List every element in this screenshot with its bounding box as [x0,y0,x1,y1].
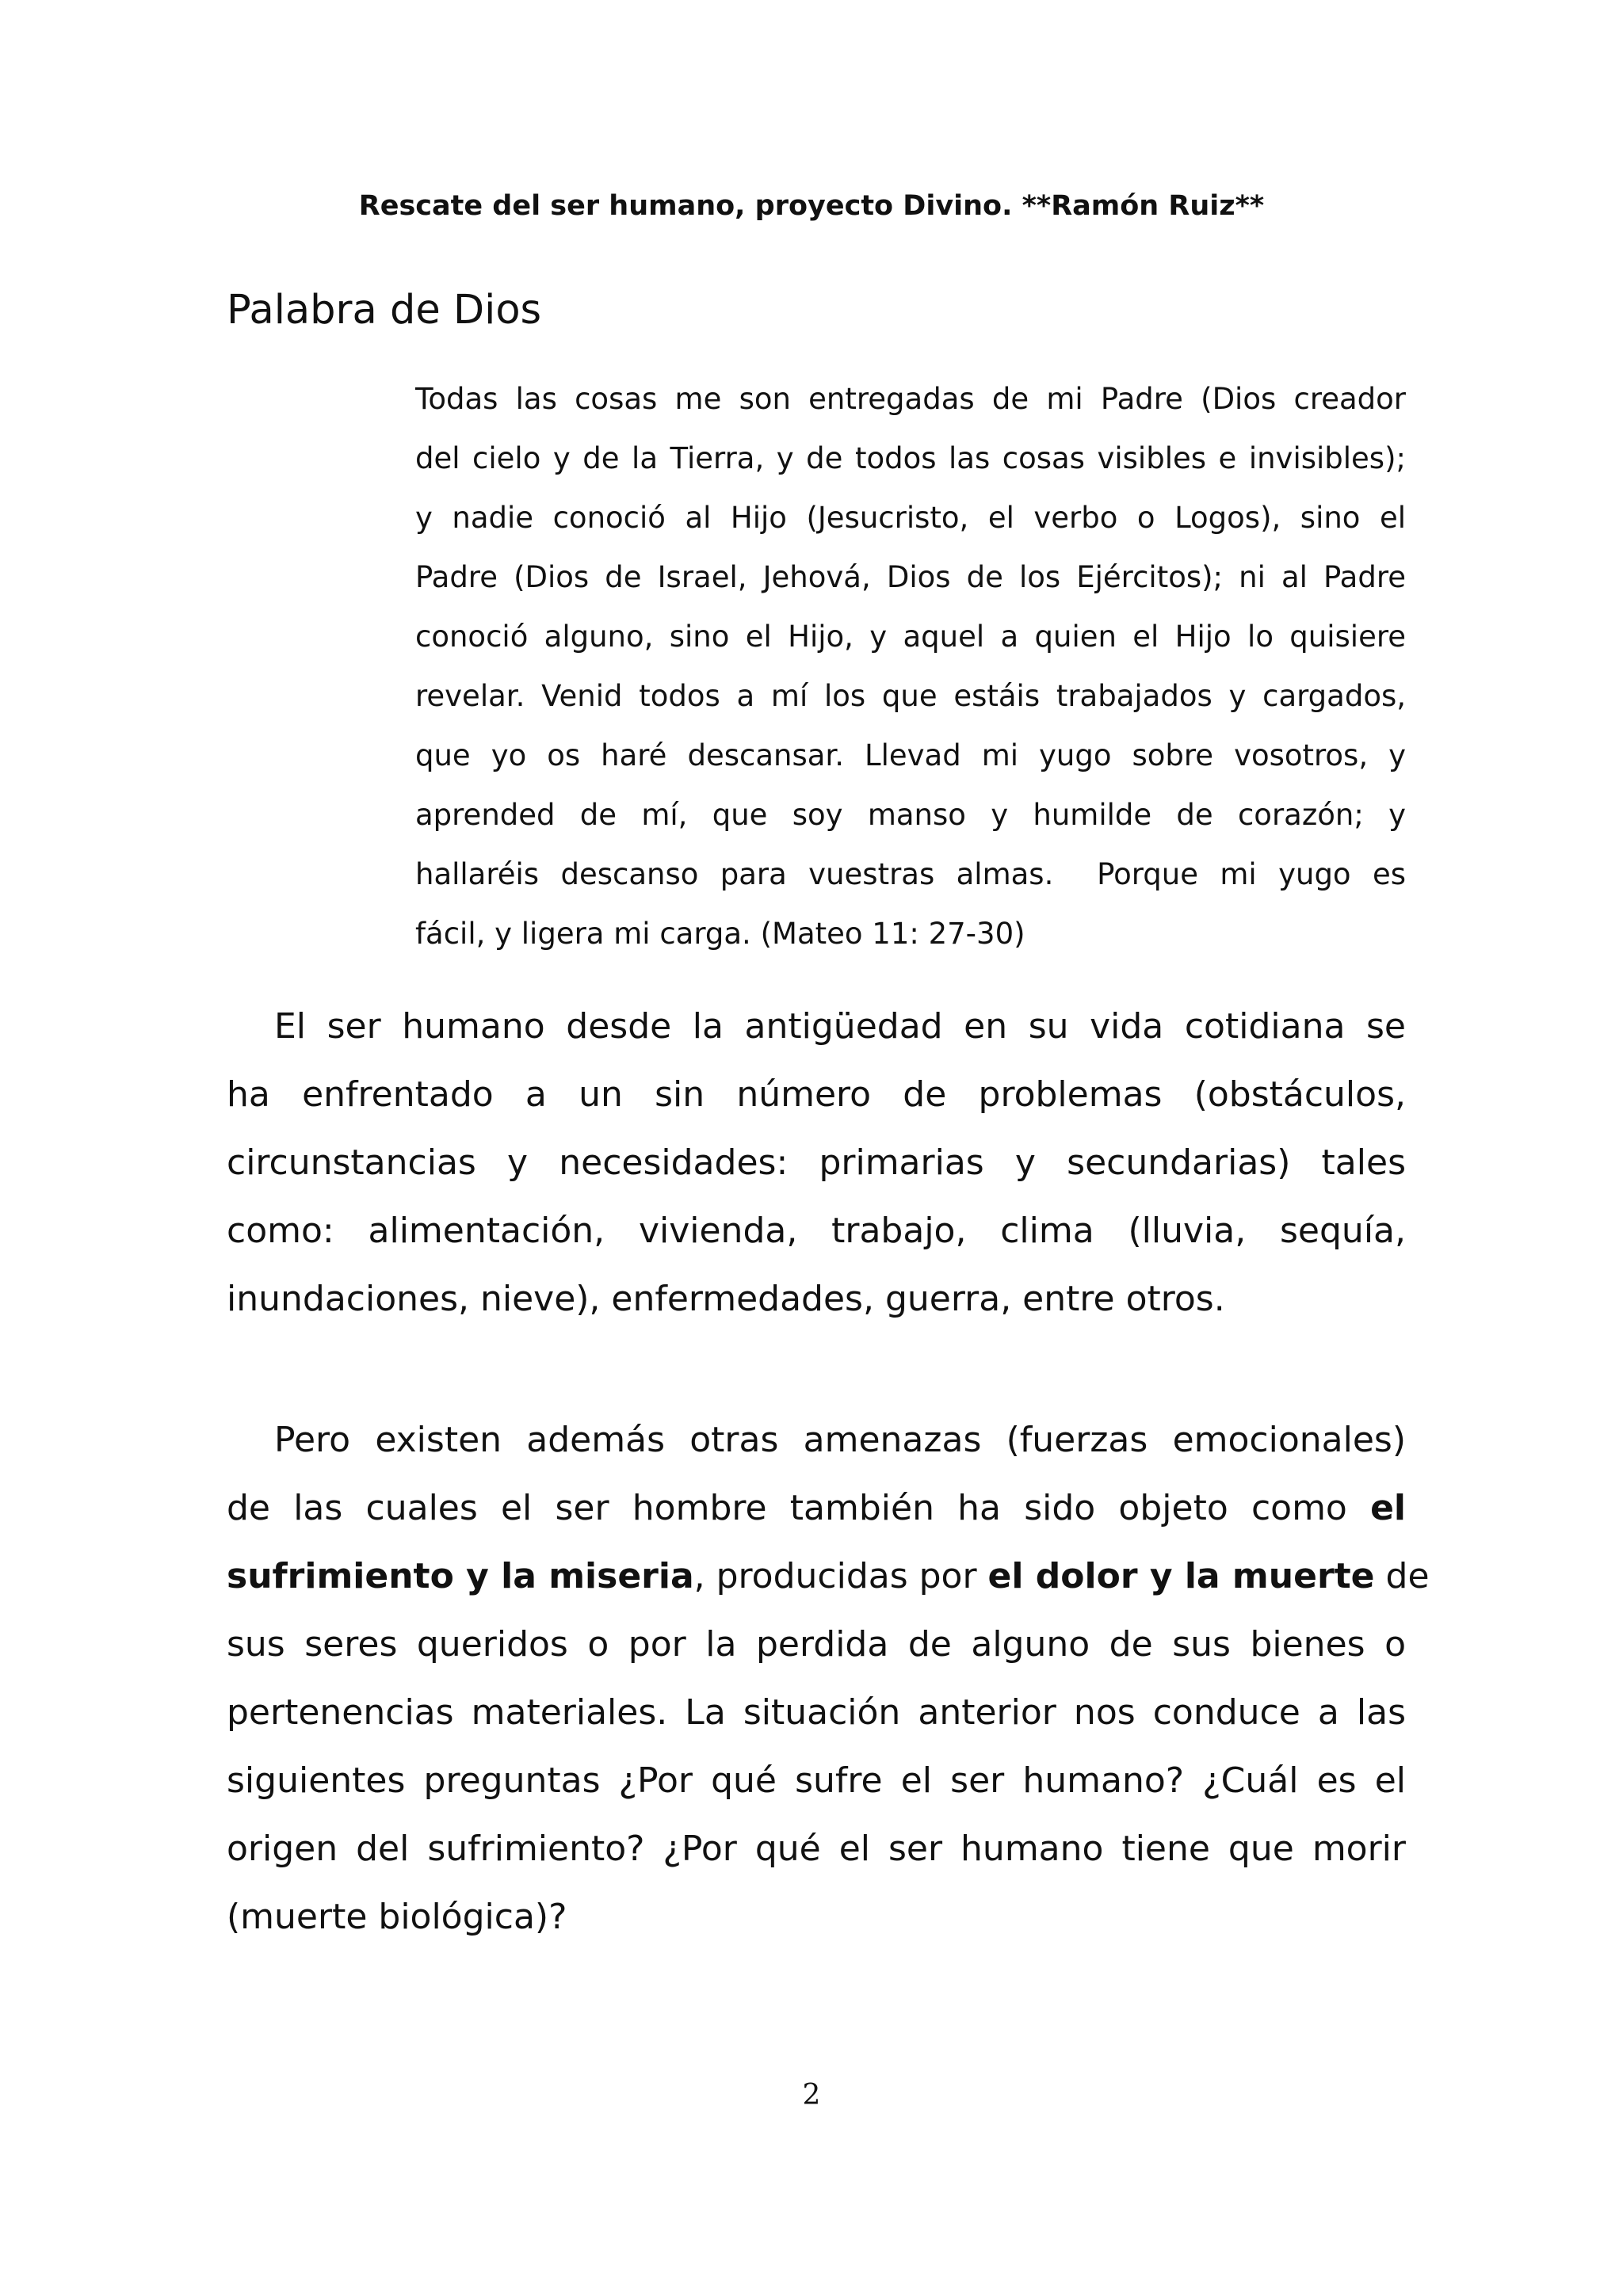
quote-line: del cielo y de la Tierra, y de todos las cosas visibles e invisibles); [415,441,1406,475]
quote-line: que yo os haré descansar. Llevad mi yugo sobre vosotros, y [415,738,1406,772]
page-number: 2 [802,2079,821,2111]
body-paragraph-2 [227,1406,1430,1951]
paragraph-line: Pero existen además otras amenazas (fuerzas emocionales) [274,1420,1406,1460]
paragraph-line: origen del sufrimiento? ¿Por qué el ser humano tiene que morir [227,1829,1406,1869]
paragraph-line [227,1474,1406,1543]
quote-line: fácil, y ligera mi carga. (Mateo 11: 27-30) [415,917,1025,951]
text-run: de [1374,1556,1430,1596]
scripture-quote [415,369,1406,963]
paragraph-line: sus seres queridos o por la perdida de alguno de sus bienes o [227,1624,1406,1665]
paragraph-line: como: alimentación, vivienda, trabajo, clima (lluvia, sequía, [227,1211,1406,1251]
bold-text-run: el [1370,1488,1406,1528]
text-run: de las cuales el ser hombre también ha sido objeto como [227,1488,1371,1528]
paragraph-line [227,1543,1430,1611]
paragraph-line: (muerte biológica)? [227,1897,567,1937]
paragraph-line: pertenencias materiales. La situación anterior nos conduce a las [227,1692,1406,1733]
paragraph-line: circunstancias y necesidades: primarias y secundarias) tales [227,1142,1406,1183]
body-paragraph-1 [227,993,1406,1333]
bold-text-run: sufrimiento y la miseria [227,1556,694,1596]
paragraph-line: siguientes preguntas ¿Por qué sufre el ser humano? ¿Cuál es el [227,1760,1406,1801]
quote-line: y nadie conoció al Hijo (Jesucristo, el verbo o Logos), sino el [415,501,1406,535]
bold-text-run: el dolor y la muerte [987,1556,1375,1596]
quote-line: aprended de mí, que soy manso y humilde de corazón; y [415,798,1406,832]
paragraph-line: inundaciones, nieve), enfermedades, guerra, entre otros. [227,1279,1225,1319]
running-header: Rescate del ser humano, proyecto Divino. **Ramón Ruiz** [358,190,1265,222]
section-title: Palabra de Dios [227,287,542,334]
quote-line: hallaréis descanso para vuestras almas. Porque mi yugo es [415,857,1406,891]
paragraph-line: ha enfrentado a un sin número de problemas (obstáculos, [227,1074,1406,1115]
text-run: , producidas por [693,1556,988,1596]
quote-line: conoció alguno, sino el Hijo, y aquel a quien el Hijo lo quisiere [415,620,1406,654]
paragraph-line: El ser humano desde la antigüedad en su vida cotidiana se [274,1006,1406,1047]
quote-line: Padre (Dios de Israel, Jehová, Dios de los Ejércitos); ni al Padre [415,560,1406,594]
quote-line: revelar. Venid todos a mí los que estáis trabajados y cargados, [415,679,1406,713]
quote-line: Todas las cosas me son entregadas de mi Padre (Dios creador [415,382,1406,416]
